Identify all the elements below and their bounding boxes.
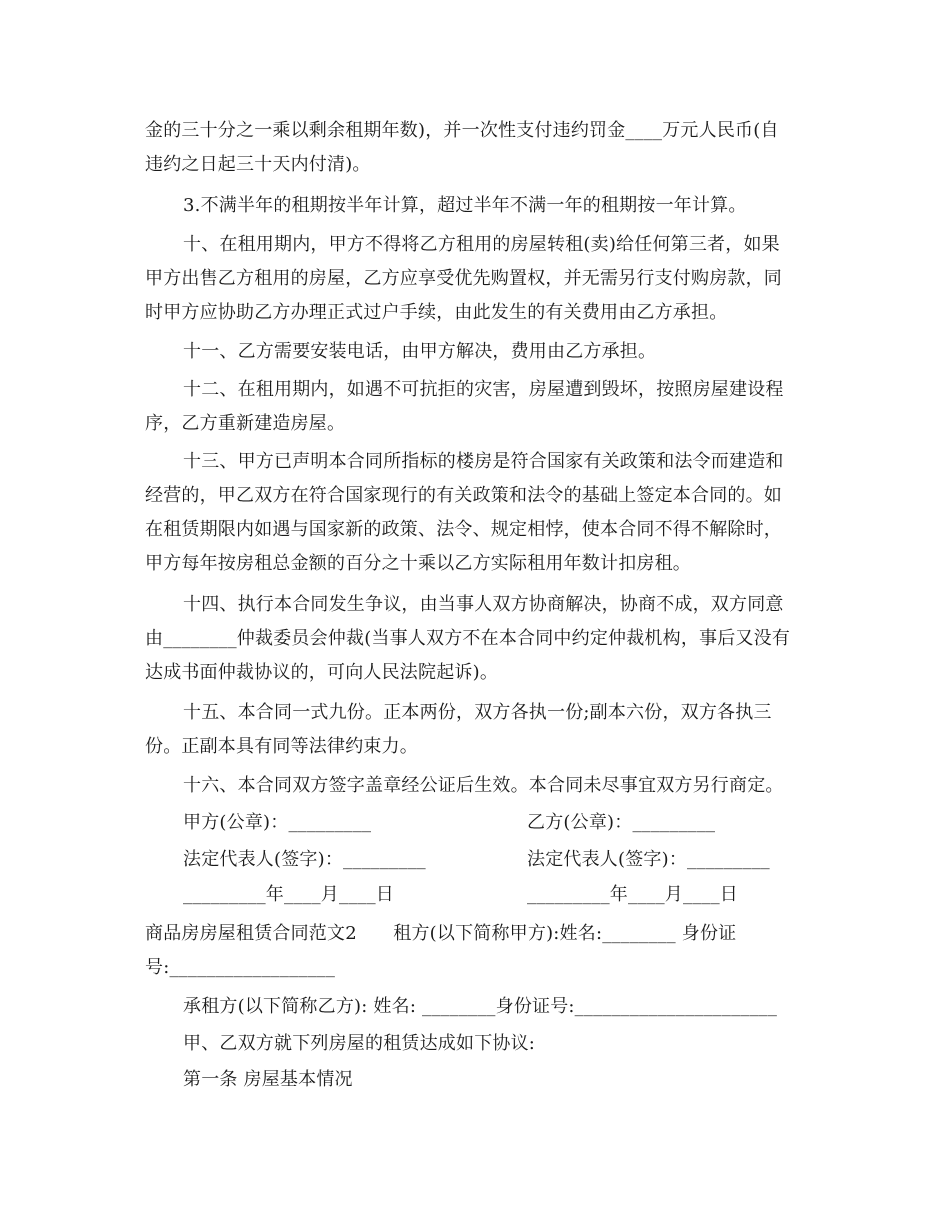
text-line: 违约之日起三十天内付清)。 [145,154,371,175]
date-line-party-b: _________年____月____日 [527,884,738,905]
text-line: 承租方(以下简称乙方): 姓名: ________身份证号:______________________ [183,996,778,1017]
legal-rep-label-party-a: 法定代表人(签字)：_________ [183,849,426,870]
text-line: 十五、本合同一式九份。正本两份，双方各执一份;副本六份，双方各执三 [183,702,772,723]
text-line: 甲方出售乙方租用的房屋，乙方应享受优先购置权，并无需另行支付购房款，同 [145,268,782,289]
text-line: 号:__________________ [145,957,336,978]
text-line: 甲方每年按房租总金额的百分之十乘以乙方实际租用年数计扣房租。 [145,553,691,574]
text-line: 由________仲裁委员会仲裁(当事人双方不在本合同中约定仲裁机构，事后又没有 [145,628,791,649]
text-line: 时甲方应协助乙方办理正式过户手续，由此发生的有关费用由乙方承担。 [145,302,728,323]
text-line: 经营的，甲乙双方在符合国家现行的有关政策和法令的基础上签定本合同的。如 [145,485,782,506]
text-line: 十四、执行本合同发生争议，由当事人双方协商解决，协商不成，双方同意 [183,594,784,615]
text-line: 甲、乙双方就下列房屋的租赁达成如下协议: [183,1033,536,1054]
text-line: 序，乙方重新建造房屋。 [145,413,346,434]
text-line: 十二、在租用期内，如遇不可抗拒的灾害，房屋遭到毁坏，按照房屋建设程 [183,379,784,400]
date-line-party-a: _________年____月____日 [183,884,394,905]
text-line: 达成书面仲裁协议的，可向人民法院起诉)。 [145,662,499,683]
text-line: 十、在租用期内，甲方不得将乙方租用的房屋转租(卖)给任何第三者，如果 [183,234,780,255]
legal-rep-label-party-b: 法定代表人(签字)：_________ [527,849,770,870]
signature-label-party-a: 甲方(公章)：_________ [183,812,372,833]
text-line: 十六、本合同双方签字盖章经公证后生效。本合同未尽事宜双方另行商定。 [183,775,784,796]
signature-label-party-b: 乙方(公章)：_________ [527,812,716,833]
text-line: 在租赁期限内如遇与国家新的政策、法令、规定相悖，使本合同不得不解除时， [145,519,782,540]
section-title-line: 商品房房屋租赁合同范文2 租方(以下简称甲方):姓名:________ 身份证 [145,923,737,944]
section-heading: 第一条 房屋基本情况 [183,1069,353,1090]
text-line: 份。正副本具有同等法律约束力。 [145,736,418,757]
text-line: 十三、甲方已声明本合同所指标的楼房是符合国家有关政策和法令而建造和 [183,451,784,472]
text-line: 十一、乙方需要安装电话，由甲方解决，费用由乙方承担。 [183,341,657,362]
text-line: 金的三十分之一乘以剩余租期年数)，并一次性支付违约罚金____万元人民币(自 [145,120,779,141]
text-line: 3.不满半年的租期按半年计算，超过半年不满一年的租期按一年计算。 [183,195,747,216]
